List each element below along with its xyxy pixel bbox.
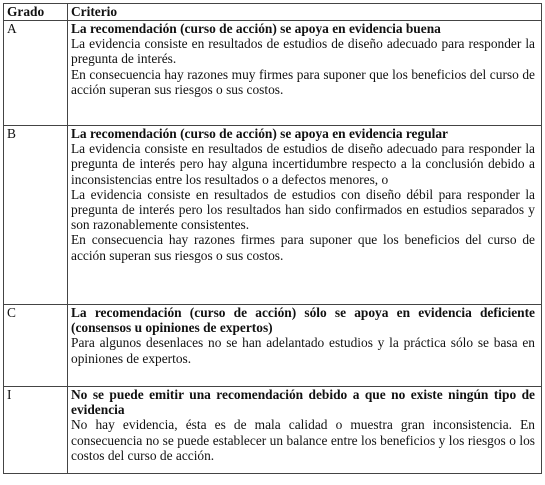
grade-cell: B <box>4 126 68 305</box>
grade-cell: I <box>4 387 68 474</box>
table-row <box>4 126 542 305</box>
criterion-cell <box>68 387 542 474</box>
criterion-paragraph: La evidencia consiste en resultados de estudios de diseño adecuado para responder la pregunta de interés. <box>71 36 535 67</box>
grade-cell: C <box>4 305 68 387</box>
table-header-row <box>4 4 542 21</box>
criterion-paragraph: Para algunos desenlaces no se han adelantado estudios y la práctica sólo se basa en opiniones de expertos. <box>71 335 535 366</box>
criterion-paragraph: No hay evidencia, ésta es de mala calidad o muestra gran inconsistencia. En consecuencia no se puede establecer un balance entre los beneficios y los riesgos o los costos del curso de acción. <box>71 417 535 463</box>
criterion-paragraph: En consecuencia hay razones muy firmes para suponer que los beneficios del curso de acción superan sus riesgos o sus costos. <box>71 66 535 97</box>
recommendation-grades-table <box>3 3 542 474</box>
table-row <box>4 21 542 126</box>
header-criterion: Criterio <box>68 4 542 21</box>
table-row <box>4 387 542 474</box>
criterion-paragraph: En consecuencia hay razones firmes para suponer que los beneficios del curso de acción superan sus riesgos o sus costos. <box>71 232 535 263</box>
header-grade: Grado <box>4 4 68 21</box>
criterion-cell <box>68 126 542 305</box>
criterion-heading: La recomendación (curso de acción) sólo se apoya en evidencia deficiente (consensos u opiniones de expertos) <box>71 305 535 336</box>
grade-cell: A <box>4 21 68 126</box>
criterion-heading: La recomendación (curso de acción) se apoya en evidencia regular <box>71 126 449 141</box>
criterion-cell <box>68 21 542 126</box>
criterion-cell <box>68 305 542 387</box>
criterion-paragraph: La evidencia consiste en resultados de estudios con diseño débil para responder la pregunta de interés pero los resultados han sido confirmados en estudios separados y son razonablemente consistentes. <box>71 186 535 233</box>
table-row <box>4 305 542 387</box>
criterion-paragraph: La evidencia consiste en resultados de estudios de diseño adecuado para responder la pregunta de interés pero hay alguna incertidumbre respecto a la conclusión debido a inconsistencias entre los resultados o a defectos menores, o <box>71 141 535 187</box>
criterion-heading: La recomendación (curso de acción) se apoya en evidencia buena <box>71 21 441 36</box>
criterion-heading: No se puede emitir una recomendación debido a que no existe ningún tipo de evidencia <box>71 387 535 418</box>
